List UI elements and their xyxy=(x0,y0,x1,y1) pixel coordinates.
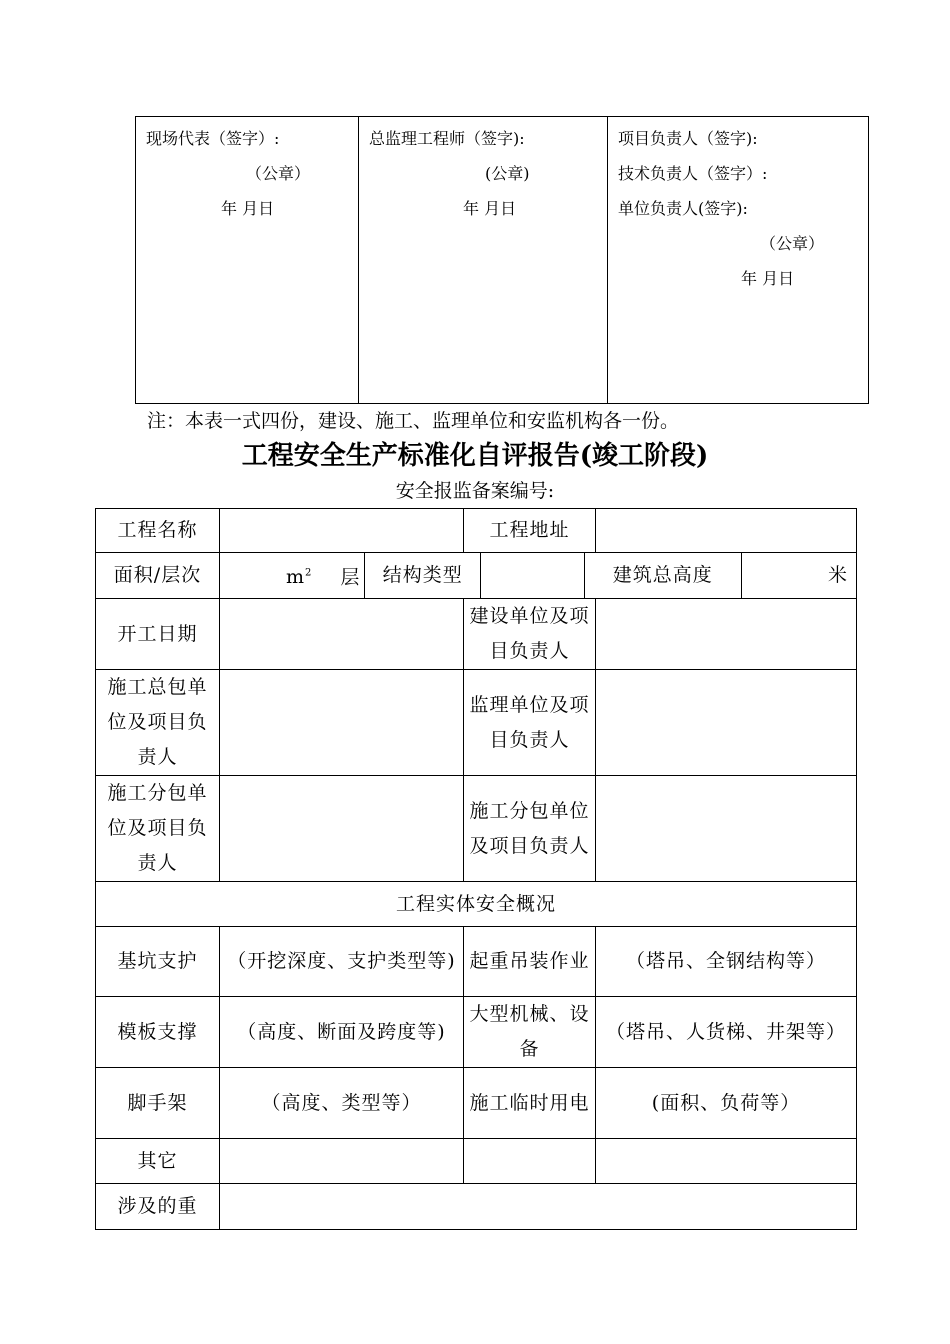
copies-note: 注：本表一式四份，建设、施工、监理单位和安监机构各一份。 xyxy=(147,410,680,432)
area-floors-row xyxy=(220,553,857,599)
scaffold-label: 脚手架 xyxy=(96,1068,220,1139)
height-unit[interactable]: 米 xyxy=(741,553,856,598)
builder-unit-value[interactable] xyxy=(596,599,857,670)
record-number-label: 安全报监备案编号: xyxy=(395,480,555,502)
signature-table xyxy=(135,116,869,404)
table-row xyxy=(96,776,857,882)
subcontractor-left-label: 施工分包单位及项目负责人 xyxy=(96,776,220,882)
table-row xyxy=(96,1184,857,1230)
formwork-note[interactable]: （高度、断面及跨度等) xyxy=(220,997,464,1068)
foundation-pit-label: 基坑支护 xyxy=(96,927,220,997)
lifting-label: 起重吊装作业 xyxy=(464,927,596,997)
table-row xyxy=(96,1139,857,1184)
involved-value[interactable] xyxy=(220,1184,857,1230)
other-value-3[interactable] xyxy=(596,1139,857,1184)
section-header: 工程实体安全概况 xyxy=(96,882,857,927)
subcontractor-right-label: 施工分包单位及项目负责人 xyxy=(464,776,596,882)
scaffold-note[interactable]: （高度、类型等） xyxy=(220,1068,464,1139)
table-row xyxy=(96,553,857,599)
subcontractor-left-value[interactable] xyxy=(220,776,464,882)
unit-seal-label: （公章） xyxy=(760,234,825,253)
unit-date-label: 年 月日 xyxy=(741,269,795,288)
general-contractor-value[interactable] xyxy=(220,670,464,776)
chief-supervisor-cell xyxy=(359,117,608,404)
chief-supervisor-seal-label: (公章) xyxy=(485,164,530,183)
project-name-label: 工程名称 xyxy=(96,509,220,553)
machinery-label: 大型机械、设备 xyxy=(464,997,596,1068)
subcontractor-right-value[interactable] xyxy=(596,776,857,882)
project-name-value[interactable] xyxy=(220,509,464,553)
supervision-unit-value[interactable] xyxy=(596,670,857,776)
table-row xyxy=(96,599,857,670)
general-contractor-label: 施工总包单位及项目负责人 xyxy=(96,670,220,776)
area-floors-label: 面积/层次 xyxy=(96,553,220,599)
table-row xyxy=(96,670,857,776)
self-assessment-table xyxy=(95,508,857,1230)
project-address-label: 工程地址 xyxy=(464,509,596,553)
floor-unit: 层 xyxy=(340,566,361,589)
area-floors-value[interactable] xyxy=(220,553,365,598)
chief-supervisor-date-label: 年 月日 xyxy=(463,199,517,218)
foundation-pit-note[interactable]: （开挖深度、支护类型等) xyxy=(220,927,464,997)
area-unit: $m^2$ xyxy=(285,566,313,589)
site-rep-cell xyxy=(136,117,359,404)
table-row xyxy=(96,1068,857,1139)
other-value-2[interactable] xyxy=(464,1139,596,1184)
project-manager-cell xyxy=(608,117,869,404)
structure-type-value[interactable] xyxy=(481,553,585,598)
other-value-1[interactable] xyxy=(220,1139,464,1184)
temp-power-note[interactable]: (面积、负荷等） xyxy=(596,1068,857,1139)
unit-manager-sign-label: 单位负责人(签字): xyxy=(618,199,748,218)
temp-power-label: 施工临时用电 xyxy=(464,1068,596,1139)
builder-unit-label: 建设单位及项目负责人 xyxy=(464,599,596,670)
lifting-note[interactable]: （塔吊、全钢结构等） xyxy=(596,927,857,997)
other-label: 其它 xyxy=(96,1139,220,1184)
supervision-unit-label: 监理单位及项目负责人 xyxy=(464,670,596,776)
formwork-label: 模板支撑 xyxy=(96,997,220,1068)
machinery-note[interactable]: （塔吊、人货梯、井架等） xyxy=(596,997,857,1068)
chief-supervisor-sign-label: 总监理工程师（签字): xyxy=(369,129,525,148)
total-height-label: 建筑总高度 xyxy=(584,553,741,598)
start-date-label: 开工日期 xyxy=(96,599,220,670)
table-row xyxy=(96,882,857,927)
table-row xyxy=(96,997,857,1068)
table-row xyxy=(96,509,857,553)
table-row xyxy=(96,927,857,997)
project-manager-sign-label: 项目负责人（签字): xyxy=(618,129,758,148)
site-rep-seal-label: （公章） xyxy=(246,164,311,183)
page-title: 工程安全生产标准化自评报告(竣工阶段) xyxy=(241,441,709,471)
structure-type-label: 结构类型 xyxy=(365,553,481,598)
involved-label: 涉及的重 xyxy=(96,1184,220,1230)
site-rep-date-label: 年 月日 xyxy=(221,199,275,218)
project-address-value[interactable] xyxy=(596,509,857,553)
site-rep-sign-label: 现场代表（签字）: xyxy=(146,129,280,148)
technical-manager-sign-label: 技术负责人（签字）: xyxy=(618,164,768,183)
start-date-value[interactable] xyxy=(220,599,464,670)
